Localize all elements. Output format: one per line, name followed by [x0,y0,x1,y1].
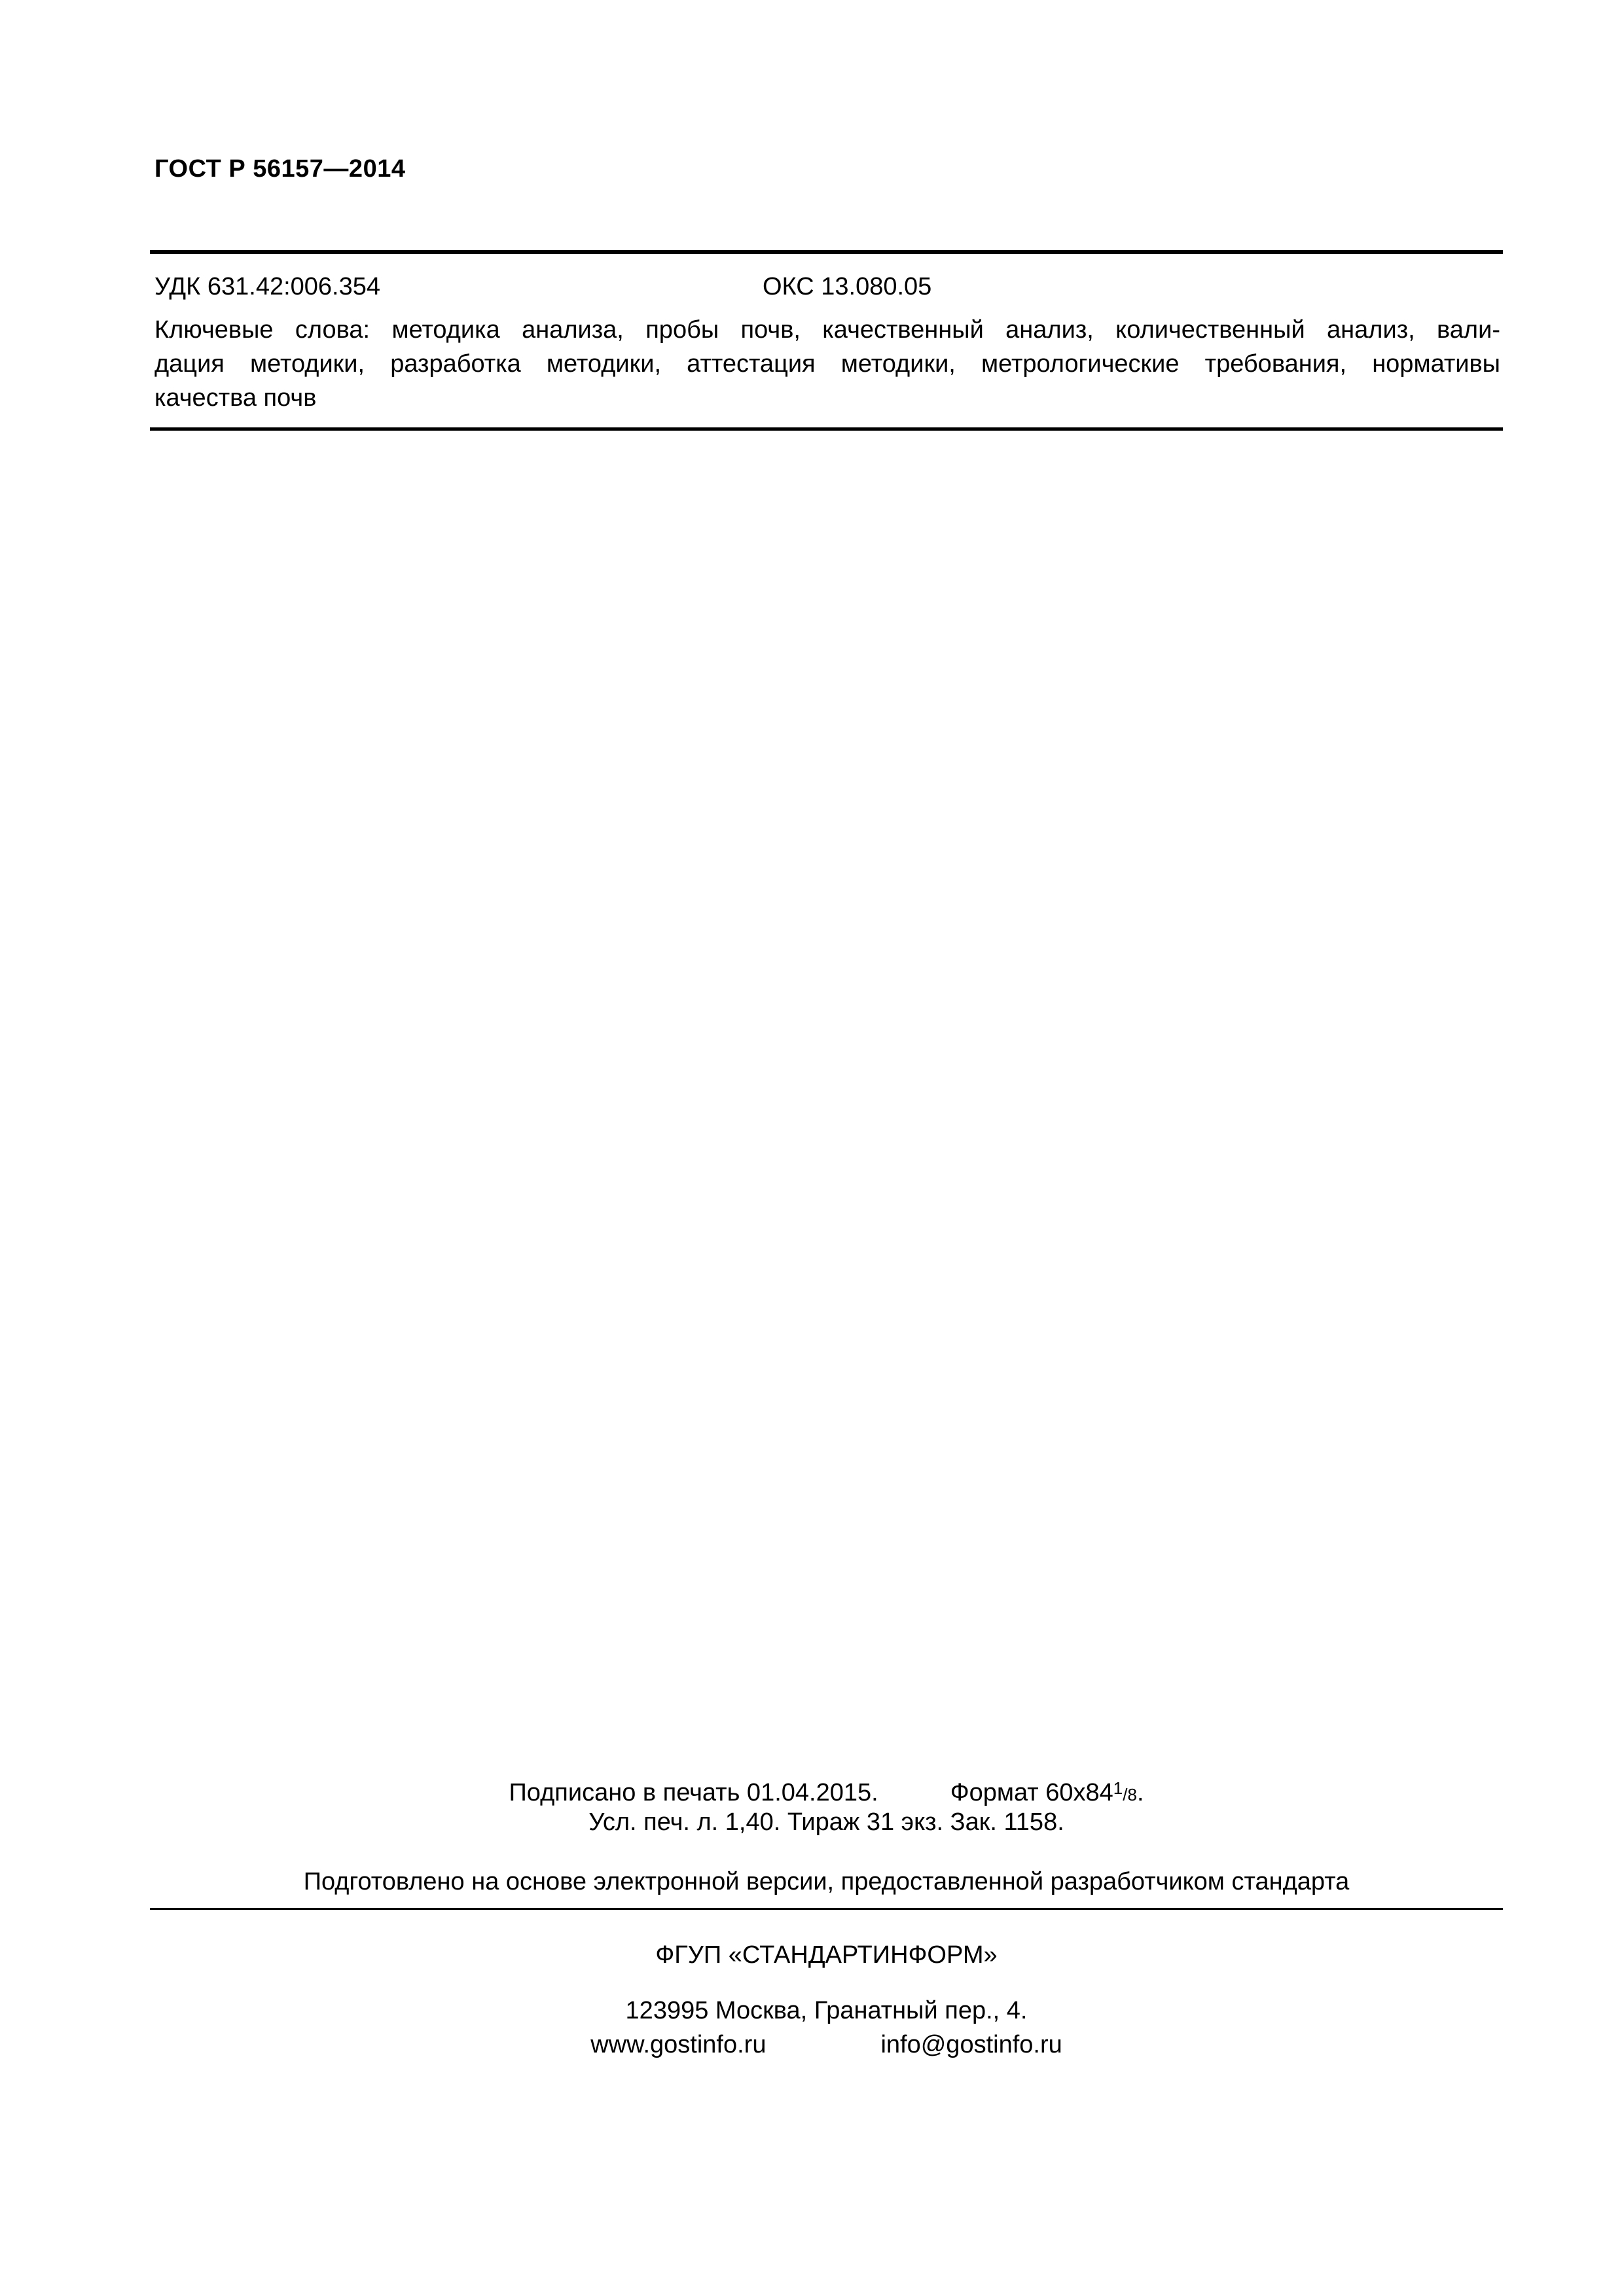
keywords-divider [150,427,1503,431]
top-divider [150,250,1503,254]
publisher-address: 123995 Москва, Гранатный пер., 4. [625,1997,1028,2024]
signed-date: Подписано в печать 01.04.2015. [509,1779,878,1806]
website-link[interactable]: www.gostinfo.ru [590,2031,767,2058]
publisher-name: ФГУП «СТАНДАРТИНФОРМ» [655,1941,998,1969]
print-format [950,1779,1144,1806]
email-link[interactable]: info@gostinfo.ru [880,2031,1062,2058]
footer-divider [150,1908,1503,1910]
document-code: ГОСТ Р 56157—2014 [154,155,406,183]
oks-code: ОКС 13.080.05 [763,273,932,300]
keywords-line-1: Ключевые слова: методика анализа, пробы почв, качественный анализ, количественный анализ, вали- [154,316,1500,344]
print-run-line: Усл. печ. л. 1,40. Тираж 31 экз. Зак. 1158. [588,1808,1064,1836]
prepared-note: Подготовлено на основе электронной версии, предоставленной разработчиком стандарта [303,1868,1350,1895]
keywords-line-2: дация методики, разработка методики, аттестация методики, метрологические требования, нормативы [154,350,1500,378]
format-end: . [1136,1779,1144,1806]
keywords-block [154,313,1500,415]
format-prefix: Формат 60x84 [950,1779,1113,1806]
publisher-contacts [150,2028,1503,2062]
udk-code: УДК 631.42:006.354 [154,273,381,300]
format-slash: / [1123,1785,1128,1804]
format-denominator: 8 [1127,1785,1137,1804]
keywords-line-3: качества почв [154,384,317,412]
format-numerator: 1 [1113,1778,1123,1798]
